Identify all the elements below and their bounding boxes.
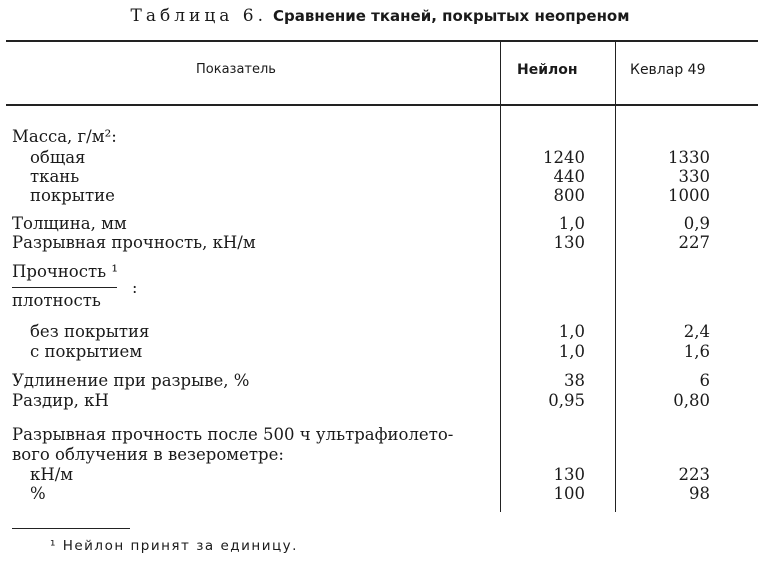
label-underline	[12, 287, 117, 288]
table-row	[0, 322, 760, 342]
table-row	[0, 148, 760, 168]
table-title	[0, 6, 760, 26]
kevlar-value: 6	[699, 371, 710, 390]
table-row	[0, 484, 760, 504]
footnote: ¹ Нейлон принят за единицу.	[50, 538, 298, 554]
kevlar-value: 0,9	[683, 214, 710, 233]
table-row	[0, 342, 760, 362]
row-label: Прочность ¹	[12, 262, 118, 281]
header-param: Показатель	[196, 62, 276, 77]
nylon-value: 440	[553, 167, 585, 186]
nylon-value: 800	[553, 186, 585, 205]
row-label: Масса, г/м²:	[12, 127, 117, 146]
row-label: вого облучения в везерометре:	[12, 445, 284, 464]
row-label: с покрытием	[30, 342, 143, 361]
kevlar-value: 227	[678, 233, 710, 252]
row-label: Разрывная прочность, кН/м	[12, 233, 256, 252]
kevlar-value: 1000	[668, 186, 710, 205]
kevlar-value: 330	[678, 167, 710, 186]
row-label: %	[30, 484, 46, 503]
row-label: покрытие	[30, 186, 115, 205]
kevlar-value: 2,4	[683, 322, 710, 341]
row-label: Удлинение при разрыве, %	[12, 371, 250, 390]
table-row	[0, 465, 760, 485]
row-label: ткань	[30, 167, 80, 186]
table-caption: Сравнение тканей, покрытых неопреном	[273, 7, 630, 25]
table-row	[0, 167, 760, 187]
kevlar-value: 223	[678, 465, 710, 484]
nylon-value: 1,0	[558, 214, 585, 233]
header-nylon: Нейлон	[517, 62, 578, 78]
nylon-value: 38	[564, 371, 585, 390]
table-row	[0, 425, 760, 445]
row-label: Разрывная прочность после 500 ч ультрафиолето-	[12, 425, 454, 444]
header-top-rule	[6, 40, 758, 42]
kevlar-value: 98	[689, 484, 710, 503]
row-label: без покрытия	[30, 322, 150, 341]
header-bottom-rule	[6, 104, 758, 106]
table-row	[0, 445, 760, 465]
nylon-value: 1,0	[558, 342, 585, 361]
nylon-value: 1,0	[558, 322, 585, 341]
nylon-value: 130	[553, 465, 585, 484]
table-row	[0, 391, 760, 411]
nylon-value: 100	[553, 484, 585, 503]
table-row	[0, 371, 760, 391]
header-kevlar: Кевлар 49	[630, 62, 706, 78]
row-label: Раздир, кН	[12, 391, 109, 410]
row-label: общая	[30, 148, 86, 167]
kevlar-value: 0,80	[673, 391, 710, 410]
row-label: Толщина, мм	[12, 214, 127, 233]
nylon-value: 130	[553, 233, 585, 252]
table-row	[0, 233, 760, 253]
row-label: плотность	[12, 291, 101, 310]
table-row	[0, 291, 760, 311]
nylon-value: 1240	[543, 148, 585, 167]
table-row	[0, 127, 760, 147]
row-label: кН/м	[30, 465, 74, 484]
kevlar-value: 1330	[668, 148, 710, 167]
footnote-rule	[12, 528, 130, 529]
table-row	[0, 186, 760, 206]
stray-colon: :	[132, 278, 138, 297]
table-row	[0, 262, 760, 282]
table-number: Таблица 6.	[130, 6, 268, 26]
nylon-value: 0,95	[548, 391, 585, 410]
kevlar-value: 1,6	[683, 342, 710, 361]
table-row	[0, 214, 760, 234]
